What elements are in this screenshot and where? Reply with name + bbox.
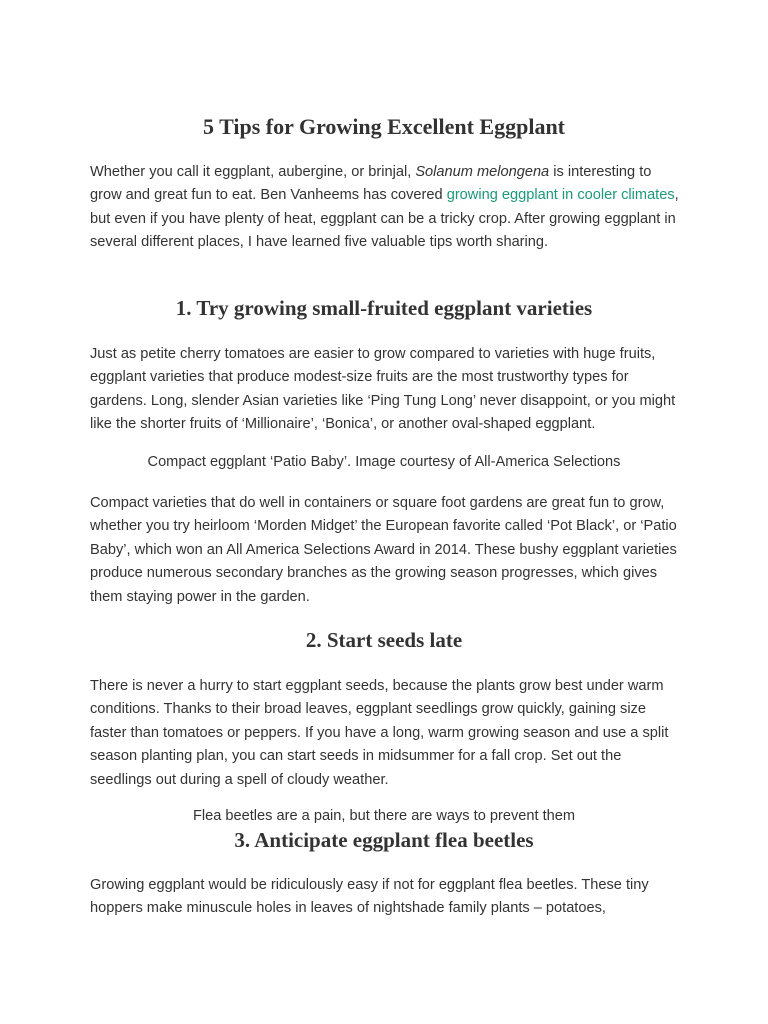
intro-text-1: Whether you call it eggplant, aubergine, or brinjal, [90, 164, 416, 180]
article-title: 5 Tips for Growing Excellent Eggplant [202, 114, 566, 139]
section-1-image-caption: Compact eggplant ‘Patio Baby’. Image courtesy of All-America Selections [147, 454, 621, 470]
growing-eggplant-link[interactable]: growing eggplant in cooler climates [446, 187, 675, 204]
section-2-heading: 2. Start seeds late [305, 628, 463, 652]
section-1-paragraph-1: Just as petite cherry tomatoes are easier to grow compared to varieties with huge fruits, eggplant varieties that produce modest-size fruits are the most trustworthy types for gardens. Long, slender Asian varieties like ‘Ping Tung Long’ never disappoint, or you might like the shorter fruits of ‘Millionaire’, ‘Bonica’, or another oval-shaped eggplant. [90, 346, 676, 433]
section-1-heading: 1. Try growing small-fruited eggplant varieties [175, 296, 593, 320]
intro-paragraph [90, 161, 680, 255]
section-1-paragraph-2: Compact varieties that do well in containers or square foot gardens are great fun to grow, whether you try heirloom ‘Morden Midget’ the European favorite called ‘Pot Black’, or ‘Patio Baby’, which won an All America Selections Award in 2014. These bushy eggplant varieties produce numerous secondary branches as the growing season progresses, which gives them staying power in the garden. [90, 495, 677, 605]
intro-italic-species: Solanum melongena [415, 164, 550, 180]
section-2-image-caption: Flea beetles are a pain, but there are ways to prevent them [192, 808, 576, 824]
intro-text-2: is interesting to grow and great fun to eat. Ben Vanheems has covered [90, 164, 652, 204]
section-3-heading: 3. Anticipate eggplant flea beetles [234, 828, 534, 852]
section-3-paragraph-1: Growing eggplant would be ridiculously easy if not for eggplant flea beetles. These tiny hoppers make minuscule holes in leaves of nightshade family plants – potatoes, [90, 877, 649, 917]
section-2-paragraph-1: There is never a hurry to start eggplant seeds, because the plants grow best under warm conditions. Thanks to their broad leaves, eggplant seedlings grow quickly, gaining size faster than tomatoes or peppers. If you have a long, warm growing season and use a split season planting plan, you can start seeds in midsummer for a fall crop. Set out the seedlings out during a spell of cloudy weather. [90, 678, 669, 788]
intro-text-3: , but even if you have plenty of heat, eggplant can be a tricky crop. After growing eggplant in several different places, I have learned five valuable tips worth sharing. [90, 187, 679, 251]
